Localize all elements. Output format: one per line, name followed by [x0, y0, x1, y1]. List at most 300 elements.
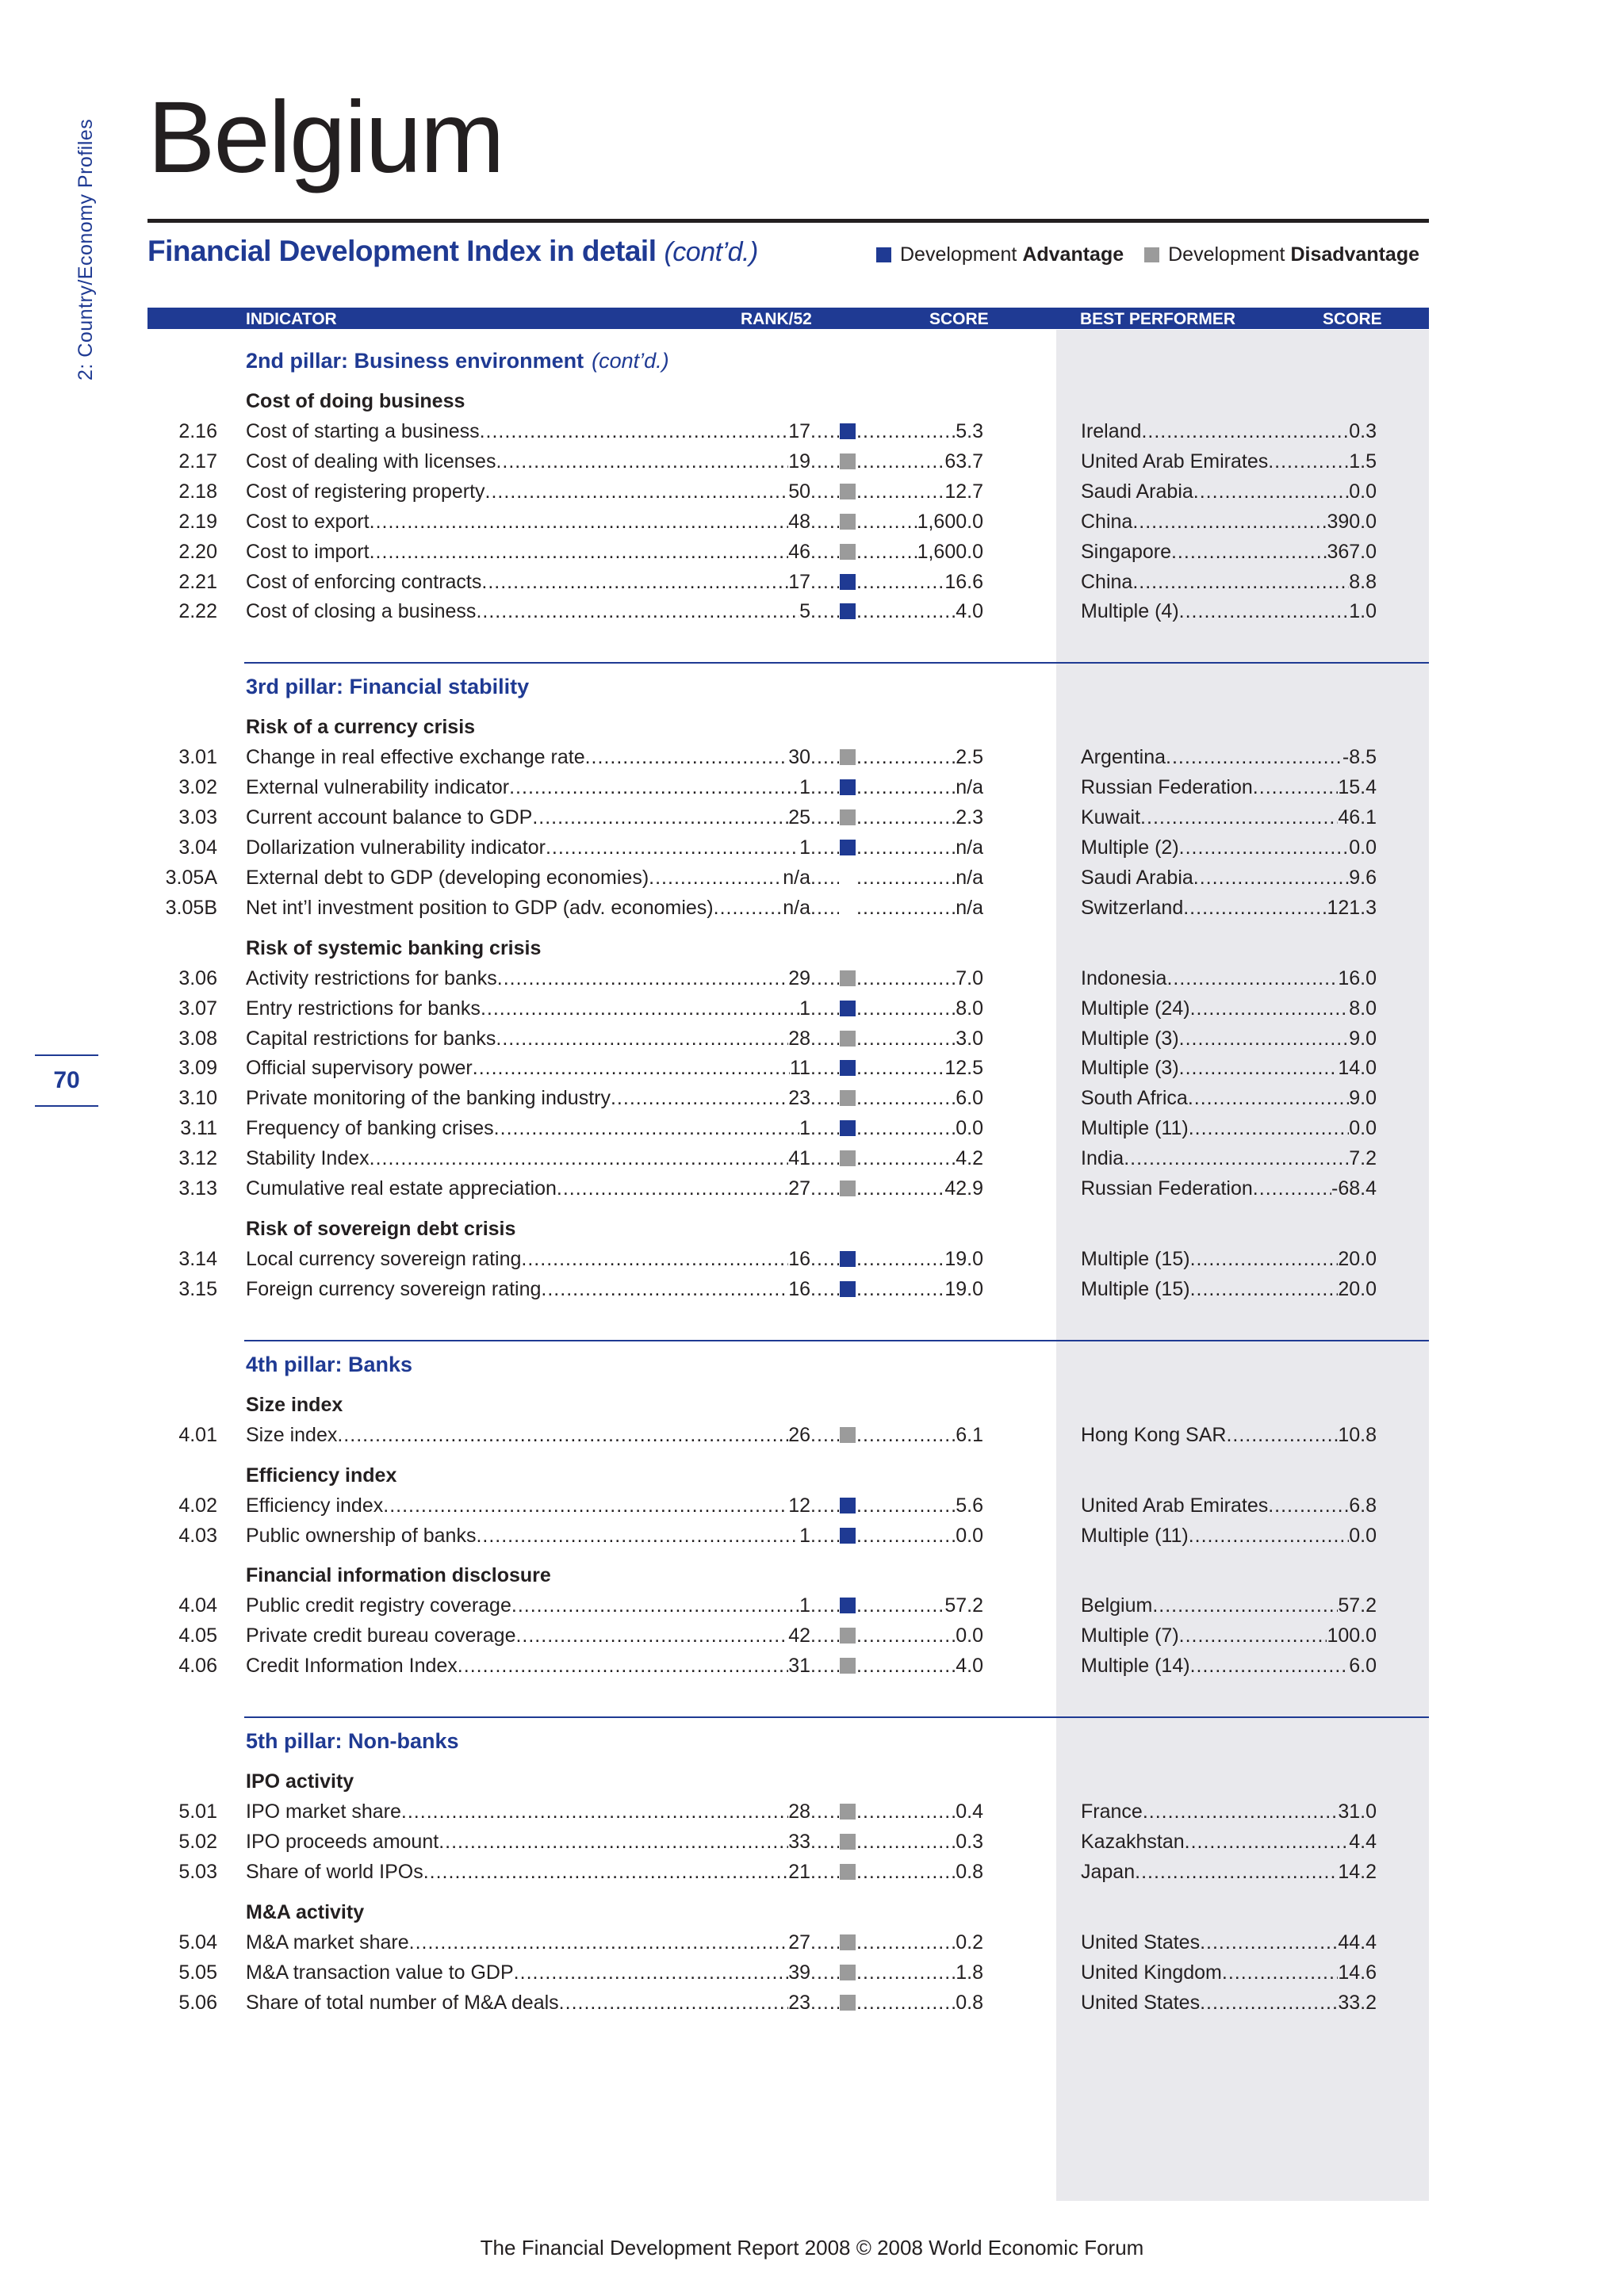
indicator-number: 3.09 — [178, 1057, 217, 1080]
indicator-number: 5.01 — [178, 1800, 217, 1823]
best-performer-score: 33.2 — [1338, 1991, 1377, 2014]
leader-dots — [423, 1861, 788, 1884]
group-heading: M&A activity — [246, 1900, 365, 1923]
rank-value: 23 — [788, 1087, 810, 1110]
best-performer-name: United Arab Emirates — [1081, 450, 1269, 473]
pillar-title: 3rd pillar: Financial stability — [246, 675, 530, 699]
best-performer-cell — [1081, 1594, 1377, 1617]
best-performer-cell — [1081, 806, 1377, 829]
score-value: 0.8 — [956, 1991, 983, 2014]
leader-dots — [1143, 1800, 1339, 1823]
leader-dots — [1179, 1027, 1350, 1050]
rank-value: 17 — [788, 570, 810, 593]
col-indicator: INDICATOR — [246, 310, 337, 328]
leader-dots — [810, 1961, 839, 1984]
leader-dots — [810, 1494, 839, 1517]
indicator-cell — [246, 450, 810, 473]
indicator-label: Credit Information Index — [246, 1655, 458, 1678]
leader-dots — [1141, 420, 1349, 443]
legend-dis-prefix: Development — [1168, 243, 1285, 266]
legend-adv-prefix: Development — [900, 243, 1017, 266]
advantage-square-icon — [840, 779, 856, 795]
leader-dots — [856, 967, 956, 990]
best-performer-name: Russian Federation — [1081, 1177, 1253, 1200]
disadvantage-square-icon — [840, 514, 856, 530]
leader-dots — [856, 480, 944, 503]
score-value: 1.8 — [956, 1961, 983, 1984]
best-performer-cell — [1081, 1027, 1377, 1050]
indicator-number: 3.03 — [178, 806, 217, 829]
indicator-label: IPO proceeds amount — [246, 1831, 439, 1853]
table-row — [0, 746, 1624, 773]
leader-dots — [532, 806, 788, 829]
best-performer-score: 1.0 — [1349, 600, 1377, 623]
leader-dots — [810, 571, 839, 594]
score-cell — [856, 511, 983, 534]
best-performer-score: 44.4 — [1338, 1931, 1377, 1954]
leader-dots — [1189, 1525, 1350, 1548]
leader-dots — [810, 806, 839, 829]
group-heading: Risk of sovereign debt crisis — [246, 1217, 516, 1240]
rank-value: 21 — [788, 1860, 810, 1883]
leader-dots — [810, 776, 839, 799]
indicator-cell — [246, 571, 810, 594]
leader-dots — [856, 1861, 956, 1884]
leader-dots — [856, 1525, 956, 1548]
page-title: Belgium — [147, 81, 504, 194]
leader-dots — [810, 1147, 839, 1170]
score-cell — [856, 1278, 983, 1301]
group-heading: Financial information disclosure — [246, 1564, 551, 1587]
best-performer-name: Multiple (3) — [1081, 1057, 1179, 1080]
pillar-heading — [246, 1353, 412, 1377]
score-value: 7.0 — [956, 966, 983, 989]
score-value: n/a — [956, 896, 983, 919]
leader-dots — [810, 1655, 839, 1678]
best-performer-cell — [1081, 746, 1377, 769]
indicator-number: 4.05 — [178, 1624, 217, 1647]
table-header — [147, 308, 1429, 329]
indicator-label: Cost of closing a business — [246, 600, 477, 623]
rank-value: 28 — [788, 1800, 810, 1823]
best-performer-name: Multiple (7) — [1081, 1624, 1179, 1647]
indicator-cell — [246, 1992, 810, 2015]
table-row — [0, 1177, 1624, 1204]
indicator-label: Change in real effective exchange rate — [246, 746, 585, 769]
side-tab — [70, 95, 117, 396]
rank-value: 26 — [788, 1423, 810, 1446]
leader-dots — [1190, 1655, 1350, 1678]
rank-value: 1 — [799, 836, 810, 859]
best-performer-cell — [1081, 1177, 1377, 1200]
score-cell — [856, 1992, 983, 2015]
best-performer-score: 9.0 — [1349, 1087, 1377, 1110]
indicator-cell — [246, 1057, 810, 1080]
leader-dots — [1253, 1177, 1331, 1200]
col-best-performer: BEST PERFORMER — [1080, 310, 1236, 328]
leader-dots — [856, 997, 956, 1020]
rank-value: 1 — [799, 997, 810, 1020]
rank-value: 1 — [799, 1117, 810, 1140]
advantage-square-icon — [876, 247, 891, 262]
leader-dots — [557, 1177, 788, 1200]
score-value: 0.0 — [956, 1524, 983, 1547]
rank-value: 11 — [790, 1057, 810, 1080]
score-value: 4.0 — [956, 1655, 983, 1678]
leader-dots — [611, 1087, 788, 1110]
leader-dots — [810, 541, 839, 564]
best-performer-cell — [1081, 1800, 1377, 1823]
pillar-title: 2nd pillar: Business environment — [246, 349, 584, 373]
score-value: 5.3 — [956, 420, 983, 442]
score-value: 19.0 — [944, 1247, 983, 1270]
leader-dots — [1268, 1494, 1349, 1517]
best-performer-score: 46.1 — [1338, 806, 1377, 829]
section-rule — [244, 1340, 1429, 1341]
advantage-square-icon — [840, 1001, 856, 1016]
indicator-label: Private credit bureau coverage — [246, 1624, 516, 1647]
indicator-number: 5.03 — [178, 1860, 217, 1883]
indicator-number: 2.16 — [178, 420, 217, 442]
leader-dots — [515, 1624, 788, 1647]
side-tab-label: 2: Country/Economy Profiles — [75, 118, 97, 381]
disadvantage-square-icon — [840, 453, 856, 469]
table-row — [0, 806, 1624, 833]
best-performer-cell — [1081, 1087, 1377, 1110]
leader-dots — [810, 836, 839, 859]
indicator-cell — [246, 1525, 810, 1548]
best-performer-cell — [1081, 836, 1377, 859]
pillar-heading — [246, 349, 669, 373]
leader-dots — [810, 1831, 839, 1854]
indicator-label: M&A transaction value to GDP — [246, 1961, 514, 1984]
score-cell — [856, 746, 983, 769]
indicator-label: Cost of dealing with licenses — [246, 450, 496, 473]
leader-dots — [856, 776, 956, 799]
best-performer-name: France — [1081, 1800, 1143, 1823]
leader-dots — [521, 1248, 788, 1271]
leader-dots — [810, 1992, 839, 2015]
indicator-label: Public ownership of banks — [246, 1524, 477, 1547]
table-row — [0, 1248, 1624, 1275]
disadvantage-square-icon — [840, 1181, 856, 1196]
best-performer-score: 6.0 — [1349, 1655, 1377, 1678]
leader-dots — [856, 1424, 956, 1447]
score-cell — [856, 776, 983, 799]
score-value: 8.0 — [956, 997, 983, 1020]
col-score: SCORE — [929, 310, 989, 328]
advantage-square-icon — [840, 1598, 856, 1613]
disadvantage-square-icon — [840, 1150, 856, 1166]
indicator-number: 4.06 — [178, 1655, 217, 1678]
indicator-cell — [246, 1177, 810, 1200]
indicator-cell — [246, 1027, 810, 1050]
leader-dots — [856, 836, 956, 859]
leader-dots — [810, 420, 839, 443]
leader-dots — [856, 1147, 956, 1170]
rank-value: 50 — [788, 480, 810, 503]
pillar-heading — [246, 675, 529, 699]
table-row — [0, 967, 1624, 994]
indicator-cell — [246, 1494, 810, 1517]
legend-disadvantage — [1144, 243, 1419, 266]
leader-dots — [1171, 541, 1327, 564]
table-row — [0, 1087, 1624, 1114]
score-value: 0.0 — [956, 1624, 983, 1647]
best-performer-cell — [1081, 511, 1377, 534]
group-heading: Efficiency index — [246, 1464, 397, 1487]
disadvantage-square-icon — [840, 1965, 856, 1980]
leader-dots — [856, 1831, 956, 1854]
pillar-heading — [246, 1729, 459, 1754]
best-performer-name: United Arab Emirates — [1081, 1494, 1269, 1517]
table-row — [0, 1961, 1624, 1988]
indicator-number: 3.06 — [178, 966, 217, 989]
table-row — [0, 1992, 1624, 2019]
group-heading: Cost of doing business — [246, 390, 465, 412]
leader-dots — [810, 1800, 839, 1823]
best-performer-score: 20.0 — [1338, 1277, 1377, 1300]
leader-dots — [458, 1655, 788, 1678]
best-performer-score: 15.4 — [1338, 776, 1377, 799]
score-cell — [856, 600, 983, 623]
table-row — [0, 1057, 1624, 1084]
advantage-square-icon — [840, 574, 856, 590]
indicator-label: Cost of starting a business — [246, 420, 480, 442]
leader-dots — [1185, 1831, 1350, 1854]
leader-dots — [856, 1624, 956, 1647]
best-performer-cell — [1081, 967, 1377, 990]
indicator-number: 3.13 — [178, 1177, 217, 1200]
indicator-number: 5.05 — [178, 1961, 217, 1984]
indicator-label: Cumulative real estate appreciation — [246, 1177, 557, 1200]
advantage-square-icon — [840, 1528, 856, 1544]
footer: The Financial Development Report 2008 © 2008 World Economic Forum — [480, 2236, 1144, 2260]
best-performer-name: Japan — [1081, 1860, 1136, 1883]
table-row — [0, 450, 1624, 477]
advantage-square-icon — [840, 1120, 856, 1136]
best-performer-name: United States — [1081, 1931, 1201, 1954]
leader-dots — [856, 1800, 956, 1823]
leader-dots — [810, 600, 839, 623]
best-performer-cell — [1081, 1961, 1377, 1984]
pillar-title: 5th pillar: Non-banks — [246, 1729, 459, 1754]
leader-dots — [810, 1931, 839, 1954]
score-value: 12.5 — [944, 1057, 983, 1080]
score-value: 0.3 — [956, 1831, 983, 1853]
best-performer-score: 7.2 — [1349, 1147, 1377, 1170]
leader-dots — [810, 1117, 839, 1140]
indicator-cell — [246, 600, 810, 623]
indicator-label: Dollarization vulnerability indicator — [246, 836, 546, 859]
table-row — [0, 600, 1624, 627]
table-row — [0, 1655, 1624, 1682]
indicator-cell — [246, 1278, 810, 1301]
leader-dots — [476, 600, 799, 623]
leader-dots — [1189, 1117, 1350, 1140]
indicator-number: 4.03 — [178, 1524, 217, 1547]
indicator-number: 2.20 — [178, 540, 217, 563]
indicator-number: 4.01 — [178, 1423, 217, 1446]
best-performer-cell — [1081, 1931, 1377, 1954]
table-row — [0, 897, 1624, 924]
best-performer-name: United Kingdom — [1081, 1961, 1222, 1984]
score-value: 2.3 — [956, 806, 983, 829]
best-performer-name: Multiple (11) — [1081, 1117, 1189, 1140]
best-performer-cell — [1081, 1147, 1377, 1170]
score-value: 4.2 — [956, 1147, 983, 1170]
leader-dots — [485, 480, 789, 503]
best-performer-score: 0.0 — [1349, 836, 1377, 859]
leader-dots — [1179, 1624, 1327, 1647]
rank-value: 16 — [788, 1277, 810, 1300]
disadvantage-square-icon — [840, 1427, 856, 1443]
indicator-cell — [246, 746, 810, 769]
table-row — [0, 571, 1624, 598]
score-cell — [856, 1057, 983, 1080]
score-cell — [856, 1117, 983, 1140]
disadvantage-square-icon — [840, 749, 856, 765]
table-row — [0, 1831, 1624, 1858]
score-value: 0.4 — [956, 1800, 983, 1823]
indicator-label: Current account balance to GDP — [246, 806, 533, 829]
score-cell — [856, 1147, 983, 1170]
legend-advantage — [876, 243, 1124, 266]
best-performer-cell — [1081, 1831, 1377, 1854]
leader-dots — [856, 897, 956, 920]
best-performer-score: 9.0 — [1349, 1027, 1377, 1050]
leader-dots — [1179, 836, 1350, 859]
rank-value: 23 — [788, 1991, 810, 2014]
best-performer-cell — [1081, 867, 1377, 890]
leader-dots — [1132, 511, 1327, 534]
leader-dots — [856, 1931, 956, 1954]
indicator-label: Official supervisory power — [246, 1057, 473, 1080]
leader-dots — [476, 1525, 799, 1548]
leader-dots — [1253, 776, 1339, 799]
best-performer-cell — [1081, 420, 1377, 443]
best-performer-name: Switzerland — [1081, 896, 1184, 919]
indicator-number: 2.18 — [178, 480, 217, 503]
leader-dots — [856, 806, 956, 829]
legend-adv-word: Advantage — [1022, 243, 1124, 266]
indicator-number: 3.14 — [178, 1247, 217, 1270]
leader-dots — [1183, 897, 1327, 920]
indicator-label: Capital restrictions for banks — [246, 1027, 496, 1050]
indicator-number: 4.04 — [178, 1594, 217, 1617]
score-cell — [856, 480, 983, 503]
disadvantage-square-icon — [840, 1995, 856, 2011]
score-value: n/a — [956, 776, 983, 799]
best-performer-score: 390.0 — [1327, 510, 1377, 533]
score-cell — [856, 1861, 983, 1884]
leader-dots — [856, 450, 944, 473]
indicator-cell — [246, 1147, 810, 1170]
best-performer-score: 367.0 — [1327, 540, 1377, 563]
table-row — [0, 541, 1624, 568]
leader-dots — [1188, 1087, 1349, 1110]
indicator-label: Local currency sovereign rating — [246, 1247, 522, 1270]
best-performer-name: Multiple (14) — [1081, 1655, 1190, 1678]
leader-dots — [856, 1278, 944, 1301]
indicator-cell — [246, 1655, 810, 1678]
leader-dots — [856, 541, 917, 564]
disadvantage-square-icon — [840, 1090, 856, 1106]
rank-value: 12 — [788, 1494, 810, 1517]
best-performer-name: Multiple (15) — [1081, 1247, 1190, 1270]
rank-value: 33 — [788, 1831, 810, 1853]
group-heading: Risk of systemic banking crisis — [246, 936, 542, 959]
score-value: 0.2 — [956, 1931, 983, 1954]
section-rule — [244, 1716, 1429, 1718]
legend — [856, 243, 1419, 266]
leader-dots — [810, 1087, 839, 1110]
rank-value: 30 — [788, 746, 810, 769]
best-performer-score: 0.0 — [1349, 1524, 1377, 1547]
best-performer-name: Multiple (11) — [1081, 1524, 1189, 1547]
leader-dots — [409, 1931, 789, 1954]
score-cell — [856, 1655, 983, 1678]
best-performer-cell — [1081, 1494, 1377, 1517]
best-performer-score: 100.0 — [1327, 1624, 1377, 1647]
pillar-title: 4th pillar: Banks — [246, 1352, 413, 1376]
score-cell — [856, 420, 983, 443]
indicator-cell — [246, 836, 810, 859]
best-performer-cell — [1081, 1655, 1377, 1678]
indicator-number: 3.10 — [178, 1087, 217, 1110]
leader-dots — [481, 997, 799, 1020]
best-performer-cell — [1081, 571, 1377, 594]
best-performer-name: Russian Federation — [1081, 776, 1253, 799]
table-row — [0, 1861, 1624, 1888]
leader-dots — [810, 1525, 839, 1548]
leader-dots — [856, 420, 956, 443]
table-row — [0, 1424, 1624, 1451]
indicator-cell — [246, 1931, 810, 1954]
best-performer-name: Hong Kong SAR — [1081, 1423, 1227, 1446]
indicator-number: 3.11 — [180, 1117, 217, 1140]
leader-dots — [856, 746, 956, 769]
best-performer-cell — [1081, 1057, 1377, 1080]
best-performer-name: Indonesia — [1081, 966, 1167, 989]
indicator-cell — [246, 997, 810, 1020]
subtitle-text: Financial Development Index in detail — [147, 235, 657, 267]
indicator-label: Size index — [246, 1423, 338, 1446]
leader-dots — [546, 836, 799, 859]
table-row — [0, 1278, 1624, 1305]
leader-dots — [856, 867, 956, 890]
score-value: 3.0 — [956, 1027, 983, 1050]
indicator-number: 3.01 — [178, 746, 217, 769]
leader-dots — [810, 1594, 839, 1617]
score-value: 4.0 — [956, 600, 983, 623]
rank-value: 1 — [799, 776, 810, 799]
indicator-label: Cost of registering property — [246, 480, 485, 503]
indicator-label: M&A market share — [246, 1931, 409, 1954]
leader-dots — [810, 1057, 839, 1080]
leader-dots — [514, 1961, 789, 1984]
indicator-number: 5.02 — [178, 1831, 217, 1853]
score-value: 2.5 — [956, 746, 983, 769]
score-value: n/a — [956, 866, 983, 889]
best-performer-cell — [1081, 776, 1377, 799]
indicator-number: 5.06 — [178, 1991, 217, 2014]
indicator-number: 3.05B — [165, 896, 217, 919]
leader-dots — [1152, 1594, 1338, 1617]
rank-value: 25 — [788, 806, 810, 829]
score-value: 16.6 — [944, 570, 983, 593]
rank-value: 16 — [788, 1247, 810, 1270]
